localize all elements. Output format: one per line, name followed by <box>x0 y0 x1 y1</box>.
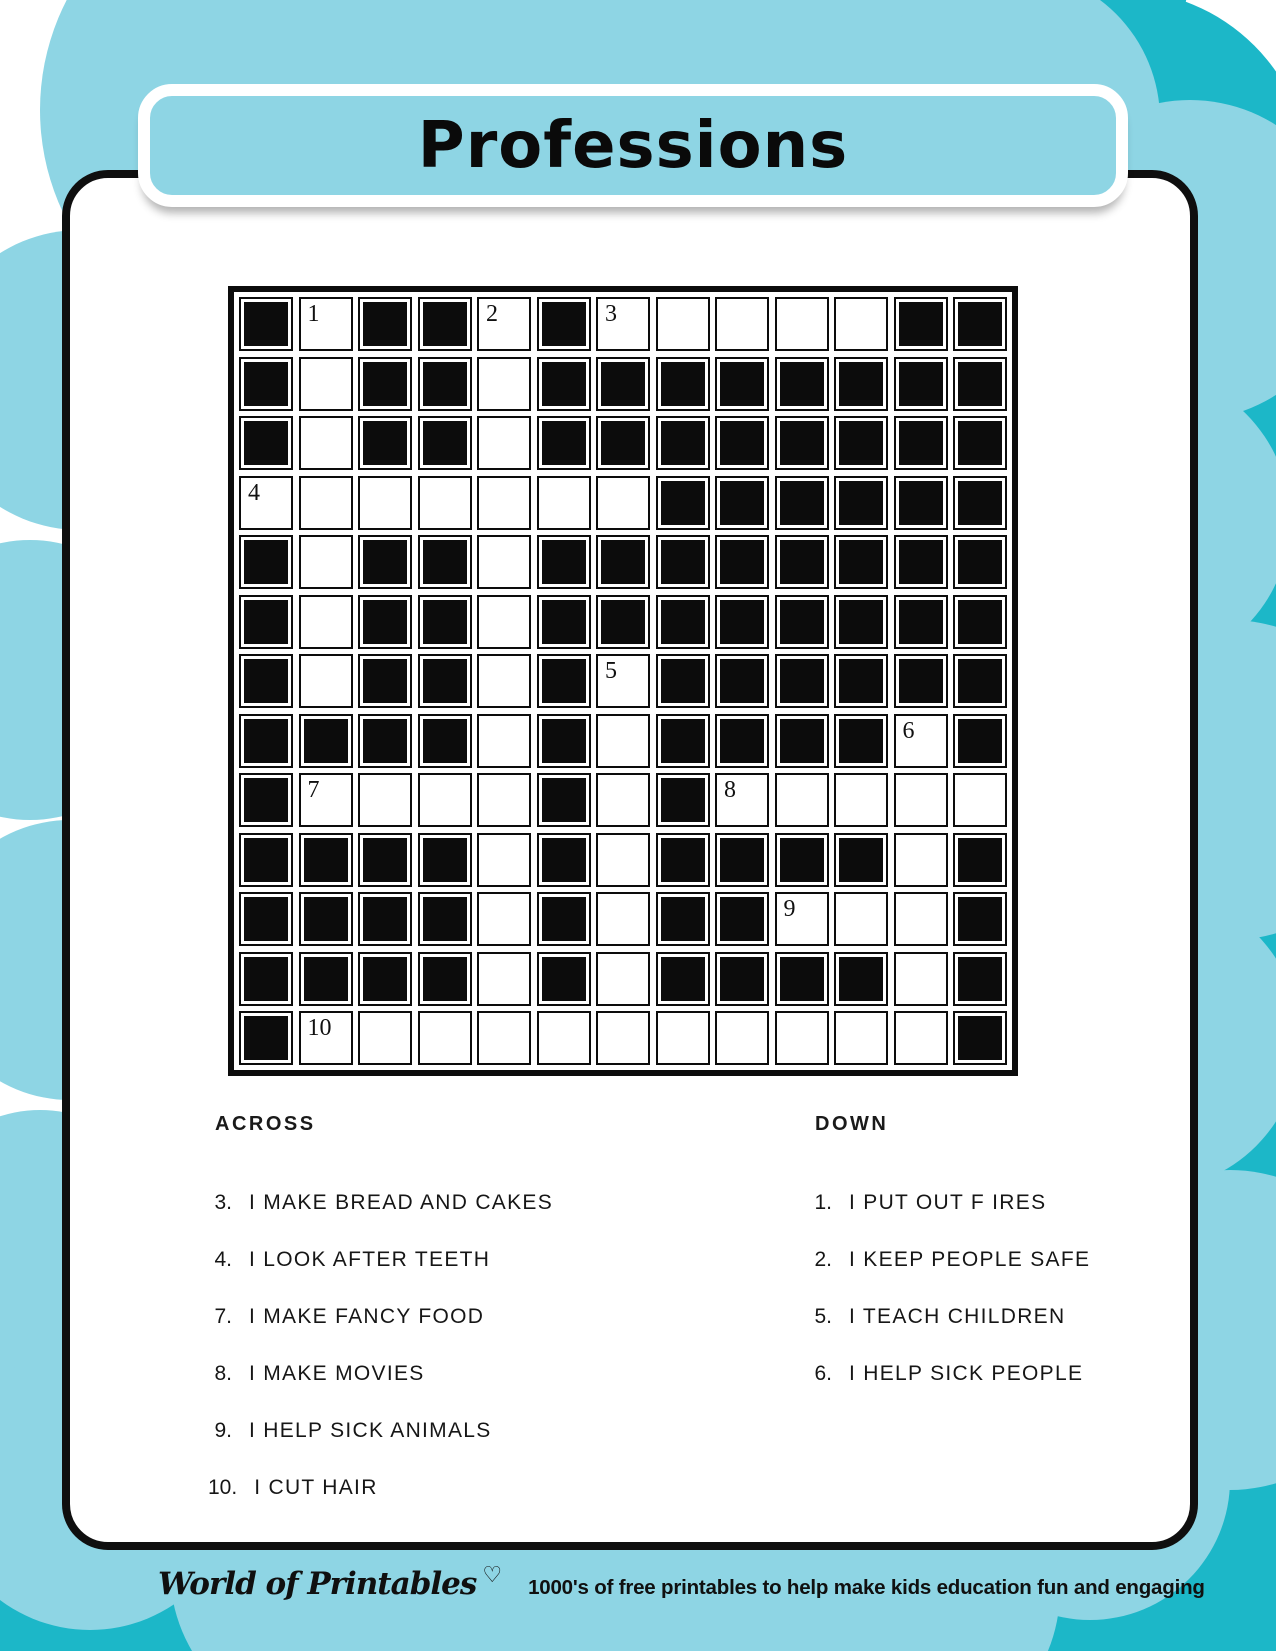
grid-cell-white <box>775 297 829 351</box>
grid-cell-black <box>358 892 412 946</box>
grid-cell-black <box>715 476 769 530</box>
grid-cell-white <box>418 773 472 827</box>
grid-cell-black <box>953 892 1007 946</box>
grid-cell-white <box>477 535 531 589</box>
grid-number: 5 <box>605 658 617 684</box>
grid-cell-black <box>775 714 829 768</box>
grid-cell-black <box>537 297 591 351</box>
grid-cell-black <box>358 535 412 589</box>
clue-number: 7. <box>214 1305 232 1328</box>
grid-cell-black <box>358 654 412 708</box>
grid-cell-black <box>358 952 412 1006</box>
grid-cell-black <box>656 535 710 589</box>
grid-cell-black <box>953 1011 1007 1065</box>
grid-cell-black <box>894 357 948 411</box>
grid-cell-white <box>299 416 353 470</box>
grid-cell-white <box>834 892 888 946</box>
grid-cell-white <box>596 1011 650 1065</box>
grid-cell-black <box>537 773 591 827</box>
grid-cell-white <box>477 654 531 708</box>
grid-cell-black <box>239 952 293 1006</box>
grid-cell-black <box>537 357 591 411</box>
grid-cell-white <box>596 892 650 946</box>
grid-cell-black <box>656 416 710 470</box>
grid-cell-black <box>953 535 1007 589</box>
clue-row <box>808 1362 1168 1386</box>
grid-cell-black <box>894 595 948 649</box>
grid-cell-white <box>834 773 888 827</box>
grid-cell-black <box>656 476 710 530</box>
grid-cell-black <box>834 654 888 708</box>
grid-number: 4 <box>248 479 260 506</box>
across-clue-list <box>208 1191 728 1500</box>
clue-text: I LOOK AFTER TEETH <box>249 1248 491 1271</box>
grid-cell-black <box>715 654 769 708</box>
grid-cell-black <box>418 714 472 768</box>
crossword-grid <box>228 286 1018 1076</box>
grid-cell-white <box>775 892 829 946</box>
grid-number: 9 <box>783 896 796 922</box>
clue-row <box>808 1305 1168 1329</box>
grid-number: 8 <box>724 777 736 803</box>
grid-cell-black <box>358 833 412 887</box>
grid-cell-black <box>418 952 472 1006</box>
brand-logo: World of Printables <box>158 1566 477 1602</box>
grid-cell-black <box>537 416 591 470</box>
down-heading: DOWN <box>815 1113 889 1135</box>
grid-number: 1 <box>307 301 320 327</box>
grid-cell-black <box>656 773 710 827</box>
grid-cell-white <box>358 1011 412 1065</box>
clue-number: 4. <box>214 1248 232 1271</box>
grid-cell-black <box>834 476 888 530</box>
clue-row <box>208 1248 728 1272</box>
grid-cell-white <box>715 297 769 351</box>
down-clues-section <box>808 1113 1168 1419</box>
grid-cell-black <box>953 595 1007 649</box>
grid-cell-black <box>775 416 829 470</box>
grid-cell-white <box>477 297 531 351</box>
grid-cell-white <box>596 952 650 1006</box>
grid-cell-black <box>239 416 293 470</box>
grid-cell-black <box>418 654 472 708</box>
grid-cell-black <box>953 297 1007 351</box>
grid-cell-black <box>596 535 650 589</box>
grid-cell-black <box>537 654 591 708</box>
page-title: Professions <box>417 108 849 183</box>
grid-cell-white <box>299 773 353 827</box>
grid-cell-white <box>656 1011 710 1065</box>
grid-cell-black <box>596 595 650 649</box>
grid-cell-black <box>239 892 293 946</box>
clue-number: 6. <box>814 1362 832 1385</box>
grid-cell-white <box>299 476 353 530</box>
grid-cell-black <box>418 833 472 887</box>
grid-cell-white <box>656 297 710 351</box>
grid-cell-black <box>418 595 472 649</box>
clue-text: I MAKE MOVIES <box>249 1362 425 1385</box>
grid-cell-black <box>358 297 412 351</box>
grid-cell-black <box>953 654 1007 708</box>
grid-cell-black <box>358 714 412 768</box>
grid-cell-black <box>656 714 710 768</box>
grid-number: 10 <box>307 1015 332 1041</box>
grid-cell-black <box>418 535 472 589</box>
heart-icon: ♡ <box>482 1562 503 1587</box>
clue-number: 5. <box>814 1305 832 1328</box>
clue-number: 10. <box>208 1476 238 1499</box>
grid-cell-black <box>894 416 948 470</box>
grid-cell-black <box>775 476 829 530</box>
grid-number: 2 <box>486 301 498 327</box>
grid-cell-white <box>299 1011 353 1065</box>
grid-cell-white <box>596 714 650 768</box>
grid-cell-black <box>656 595 710 649</box>
grid-cell-white <box>537 476 591 530</box>
grid-cell-white <box>477 416 531 470</box>
grid-number: 6 <box>902 717 915 744</box>
down-clue-list <box>808 1191 1168 1386</box>
grid-cell-black <box>656 892 710 946</box>
grid-cell-white <box>477 952 531 1006</box>
grid-cell-black <box>953 357 1007 411</box>
grid-cell-white <box>418 476 472 530</box>
grid-cell-black <box>715 714 769 768</box>
grid-cell-black <box>656 654 710 708</box>
grid-cell-white <box>477 595 531 649</box>
grid-cell-white <box>537 1011 591 1065</box>
grid-cell-white <box>299 654 353 708</box>
grid-cell-black <box>299 833 353 887</box>
grid-cell-black <box>596 357 650 411</box>
grid-cell-white <box>477 357 531 411</box>
grid-cell-black <box>775 535 829 589</box>
grid-cell-white <box>715 773 769 827</box>
clue-row <box>208 1419 728 1443</box>
grid-cell-white <box>596 654 650 708</box>
grid-cell-black <box>715 357 769 411</box>
clue-row <box>808 1248 1168 1272</box>
grid-cell-black <box>894 535 948 589</box>
clue-text: I TEACH CHILDREN <box>849 1305 1066 1328</box>
grid-cell-white <box>477 1011 531 1065</box>
clue-number: 8. <box>214 1362 232 1385</box>
grid-cell-black <box>834 714 888 768</box>
clue-number: 3. <box>214 1191 232 1214</box>
footer-tagline: 1000's of free printables to help make kids education fun and engaging <box>528 1576 1205 1599</box>
title-banner <box>138 84 1128 207</box>
grid-cell-white <box>775 1011 829 1065</box>
grid-cell-black <box>358 416 412 470</box>
grid-cell-black <box>715 595 769 649</box>
grid-cell-white <box>953 773 1007 827</box>
grid-cell-black <box>715 416 769 470</box>
grid-cell-black <box>299 952 353 1006</box>
grid-cell-black <box>715 833 769 887</box>
grid-cell-black <box>656 833 710 887</box>
clue-text: I KEEP PEOPLE SAFE <box>849 1248 1091 1271</box>
grid-cell-black <box>418 297 472 351</box>
grid-cell-white <box>894 714 948 768</box>
grid-cell-black <box>715 892 769 946</box>
grid-cell-black <box>894 476 948 530</box>
grid-cell-white <box>596 297 650 351</box>
grid-cell-black <box>596 416 650 470</box>
grid-cell-black <box>894 654 948 708</box>
grid-cell-white <box>299 535 353 589</box>
across-heading: ACROSS <box>215 1113 316 1135</box>
clue-text: I CUT HAIR <box>254 1476 378 1499</box>
grid-cell-white <box>596 773 650 827</box>
grid-cell-black <box>239 535 293 589</box>
grid-cell-white <box>596 476 650 530</box>
grid-number: 3 <box>605 301 617 327</box>
grid-cell-white <box>894 952 948 1006</box>
grid-cell-white <box>834 1011 888 1065</box>
grid-cell-black <box>358 595 412 649</box>
grid-cell-black <box>715 952 769 1006</box>
clue-text: I PUT OUT F IRES <box>849 1191 1047 1214</box>
grid-cell-white <box>894 773 948 827</box>
grid-cell-black <box>537 535 591 589</box>
clue-text: I HELP SICK PEOPLE <box>849 1362 1084 1385</box>
grid-cell-black <box>775 357 829 411</box>
grid-cell-black <box>834 952 888 1006</box>
grid-cell-white <box>299 357 353 411</box>
clue-number: 2. <box>814 1248 832 1271</box>
grid-cell-black <box>239 833 293 887</box>
across-clues-section <box>208 1113 728 1533</box>
grid-cell-black <box>834 357 888 411</box>
grid-cell-white <box>894 1011 948 1065</box>
grid-cell-white <box>239 476 293 530</box>
clue-row <box>208 1362 728 1386</box>
grid-cell-white <box>299 297 353 351</box>
grid-cell-black <box>537 833 591 887</box>
grid-cell-black <box>834 595 888 649</box>
grid-cell-black <box>953 952 1007 1006</box>
grid-cell-black <box>239 654 293 708</box>
grid-cell-white <box>477 892 531 946</box>
clue-row <box>208 1191 728 1215</box>
grid-cell-black <box>656 952 710 1006</box>
clue-text: I HELP SICK ANIMALS <box>249 1419 492 1442</box>
grid-cell-black <box>953 714 1007 768</box>
grid-cell-white <box>715 1011 769 1065</box>
grid-cell-white <box>477 773 531 827</box>
grid-cell-black <box>537 714 591 768</box>
grid-cell-white <box>894 892 948 946</box>
footer <box>158 1562 1205 1618</box>
grid-cell-black <box>239 714 293 768</box>
grid-cell-white <box>775 773 829 827</box>
grid-cell-black <box>834 416 888 470</box>
grid-cell-black <box>418 357 472 411</box>
grid-cell-black <box>358 357 412 411</box>
grid-cell-black <box>953 416 1007 470</box>
grid-cell-black <box>834 833 888 887</box>
grid-cell-black <box>537 595 591 649</box>
clue-text: I MAKE FANCY FOOD <box>249 1305 485 1328</box>
grid-cell-white <box>834 297 888 351</box>
grid-cell-black <box>775 952 829 1006</box>
grid-cell-black <box>239 297 293 351</box>
grid-cell-black <box>418 892 472 946</box>
grid-cell-black <box>537 892 591 946</box>
grid-cell-white <box>477 714 531 768</box>
clue-number: 9. <box>214 1419 232 1442</box>
grid-cell-black <box>715 535 769 589</box>
grid-cell-white <box>299 595 353 649</box>
grid-cell-black <box>537 952 591 1006</box>
grid-cell-black <box>299 892 353 946</box>
grid-cell-black <box>953 476 1007 530</box>
grid-cell-white <box>358 773 412 827</box>
grid-cell-black <box>834 535 888 589</box>
grid-cell-black <box>299 714 353 768</box>
grid-cell-black <box>775 595 829 649</box>
grid-cell-black <box>775 654 829 708</box>
clue-text: I MAKE BREAD AND CAKES <box>249 1191 554 1214</box>
grid-cell-white <box>358 476 412 530</box>
grid-cell-white <box>477 476 531 530</box>
clue-number: 1. <box>814 1191 832 1214</box>
grid-cell-white <box>418 1011 472 1065</box>
grid-cell-black <box>239 773 293 827</box>
grid-cell-black <box>953 833 1007 887</box>
grid-number: 7 <box>307 777 320 803</box>
grid-cell-white <box>894 833 948 887</box>
grid-cell-black <box>239 595 293 649</box>
grid-cell-black <box>894 297 948 351</box>
grid-cell-black <box>656 357 710 411</box>
grid-cell-black <box>418 416 472 470</box>
clue-row <box>808 1191 1168 1215</box>
grid-cell-white <box>596 833 650 887</box>
grid-cell-black <box>239 357 293 411</box>
clue-row <box>208 1476 728 1500</box>
grid-cell-black <box>775 833 829 887</box>
grid-cell-white <box>477 833 531 887</box>
clue-row <box>208 1305 728 1329</box>
grid-cell-black <box>239 1011 293 1065</box>
